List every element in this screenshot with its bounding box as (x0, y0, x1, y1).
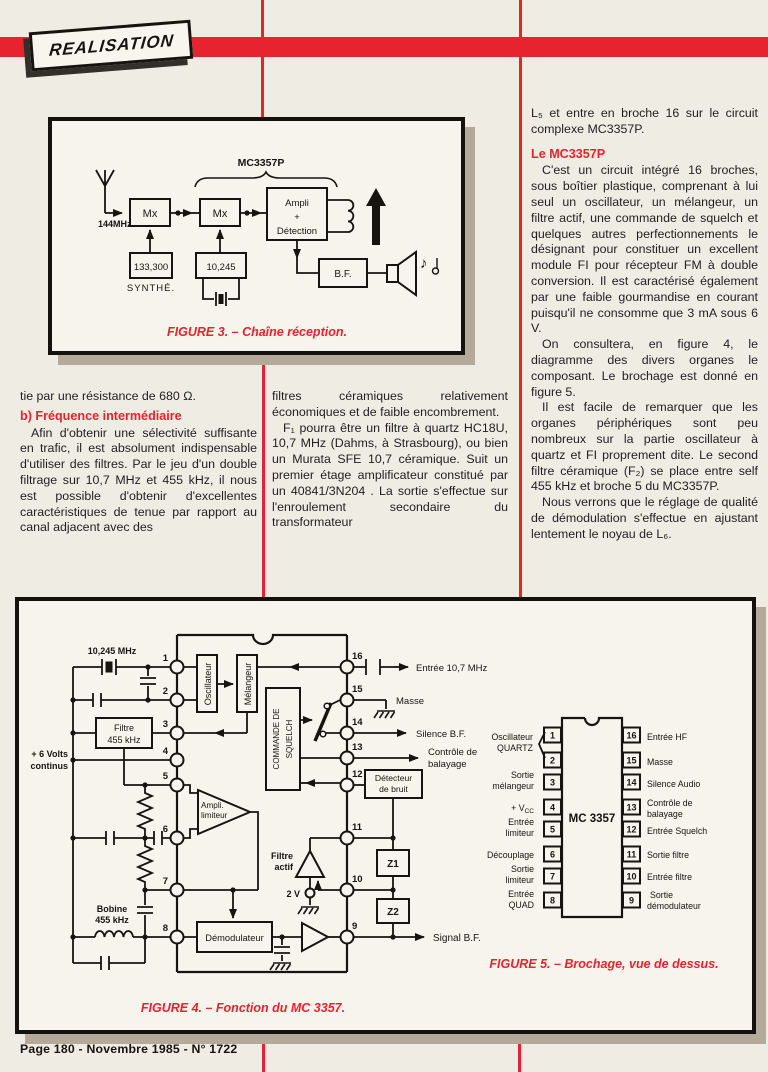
pin-number: 4 (162, 746, 168, 757)
masse-label: Masse (396, 696, 424, 707)
pin-label: QUAD (508, 900, 534, 910)
pin-number: 16 (626, 730, 637, 741)
pin-label: Silence Audio (647, 779, 701, 789)
crystal-label: 10,245 MHz (87, 646, 137, 656)
subheading-mc3357p: Le MC3357P (531, 146, 606, 161)
pin-label: Entrée filtre (647, 872, 692, 882)
column-middle (272, 389, 508, 531)
freq-label: 144MHz (98, 219, 132, 229)
xtal-value: 10,245 (206, 262, 236, 273)
figure3-caption: FIGURE 3. – Chaîne réception. (167, 325, 347, 339)
paragraph: Nous verrons que le réglage de qualité de démodulation s'effectue en ajustant lentement le noyau de L₆. (531, 495, 758, 541)
section-badge-label: REALISATION (47, 30, 175, 60)
pin-label: Découplage (487, 850, 534, 860)
pin-label: limiteur (505, 828, 534, 838)
pin-number: 7 (549, 871, 556, 882)
mixer2-label: Mx (212, 208, 228, 220)
antenna-icon (96, 170, 114, 213)
pin-label: QUARTZ (496, 743, 533, 753)
filtre-actif-icon (296, 851, 324, 877)
bobine-label2: 455 kHz (95, 915, 129, 925)
audio-amp-icon (302, 923, 328, 951)
vcc-main: + V (511, 803, 525, 813)
filtre-actif-label2: actif (274, 862, 293, 872)
detection-label: Détection (276, 226, 318, 237)
2v-terminal (306, 889, 315, 898)
pin-number: 2 (162, 686, 168, 697)
vcc-sub: CC (524, 808, 534, 815)
pin-label: Entrée HF (647, 732, 688, 742)
pin-label: Sortie (511, 770, 534, 780)
2v-label: 2 V (286, 889, 300, 899)
pin-label: Masse (647, 757, 673, 767)
capacitor-icon (140, 667, 156, 700)
ampli-limiteur-label2: limiteur (201, 811, 228, 820)
pin-number: 6 (549, 849, 556, 860)
capacitor-icon (137, 890, 153, 937)
figure4-caption: FIGURE 4. – Fonction du MC 3357. (140, 1001, 346, 1015)
pin-number: 12 (352, 769, 363, 780)
coil-icon (348, 200, 353, 232)
pin-number: 15 (352, 684, 363, 695)
column-separator (518, 1035, 521, 1072)
pin-label: Entrée (508, 817, 534, 827)
paragraph: filtres céramiques relativement économiques et de faible encombrement. (272, 389, 508, 419)
pin-number: 5 (549, 824, 556, 835)
paragraph: L₅ et entre en broche 16 sur le circuit complexe MC3357P. (531, 106, 758, 136)
pin-label: balayage (647, 809, 683, 819)
pin-number: 9 (628, 895, 635, 906)
resistor-icon (138, 838, 152, 890)
pin-label: démodulateur (647, 901, 701, 911)
pin-number: 9 (352, 921, 358, 932)
plus-label: + (294, 212, 300, 223)
capacitor-icon (73, 693, 170, 707)
capacitor-icon (73, 831, 170, 845)
dip-chip-label: MC 3357 (568, 813, 616, 825)
pin-number: 8 (549, 895, 556, 906)
pin-label (511, 803, 534, 815)
pin-label: Oscillateur (491, 732, 533, 742)
pin-label: Sortie (511, 864, 534, 874)
pin-number: 10 (352, 874, 363, 885)
pin-number: 2 (549, 755, 556, 766)
z1-label: Z1 (387, 859, 399, 870)
paragraph: On consultera, en figure 4, le diagramme des divers organes le composant. Le brochage est donné en figure 5. (531, 337, 758, 399)
melangeur-label: Mélangeur (243, 662, 253, 706)
ampli-limiteur-label1: Ampli. (201, 801, 224, 810)
squelch-label2: SQUELCH (285, 719, 294, 759)
signal-bf-label: Signal B.F. (433, 933, 481, 944)
pin-number: 3 (162, 719, 168, 730)
coil-icon (95, 931, 133, 937)
paragraph: tie par une résistance de 680 Ω. (20, 389, 196, 403)
ic-pins (163, 651, 364, 944)
pin-label: mélangeur (492, 781, 534, 791)
pin-number: 1 (162, 653, 168, 664)
speaker-icon (387, 265, 398, 282)
squelch-label1: COMMANDE DE (272, 708, 281, 770)
section-badge (29, 20, 194, 72)
pin-number: 10 (626, 871, 637, 882)
pin-number: 16 (352, 651, 363, 662)
pin-label: Entrée Squelch (647, 826, 708, 836)
oscillateur-label: Oscillateur (203, 662, 213, 706)
chip-label: MC3357P (237, 157, 285, 169)
controle-label2: balayage (428, 759, 467, 770)
pin-number: 11 (626, 849, 637, 860)
subheading-frequence-intermediaire: b) Fréquence intermédiaire (20, 408, 182, 423)
pin-label: Sortie filtre (647, 850, 690, 860)
page-footer: Page 180 - Novembre 1985 - N° 1722 (20, 1042, 238, 1056)
filtre-455-label1: Filtre (114, 723, 134, 733)
pin-number: 13 (352, 742, 363, 753)
bf-label: B.F. (334, 269, 352, 280)
filtre-actif-label1: Filtre (270, 851, 293, 861)
capacitor-icon (274, 937, 290, 961)
resistor-icon (138, 785, 152, 838)
pin-label: Entrée (508, 889, 534, 899)
detecteur-label2: de bruit (379, 784, 408, 794)
pin-number: 12 (626, 824, 637, 835)
silence-bf-label: Silence B.F. (416, 729, 467, 740)
paragraph: Il est facile de remarquer que les organes périphériques sont peu nombreux sur la partie oscillateur à quartz et FI proprement dite. Le second filtre céramique (F₂) se place entre self 455 kHz et broche 5 du MC3357P. (531, 400, 758, 494)
entree-107-label: Entrée 10,7 MHz (416, 663, 488, 674)
pin-number: 14 (626, 777, 637, 788)
bobine-label1: Bobine (96, 904, 128, 914)
crystal-icon (73, 659, 170, 675)
z2-label: Z2 (387, 907, 399, 918)
synth-label: SYNTHÉ. (126, 283, 176, 294)
paragraph: F₁ pourra être un filtre à quartz HC18U, 10,7 MHz (Dahms, à Strasbourg), ou bien un Murata SFE 10,7 céramique. Suit un premier étage amplificateur constitué par un 40841/3N204 . La sortie s'effectue sur l'enroulement secondaire du transformateur (272, 420, 508, 530)
filtre-455-label2: 455 kHz (107, 735, 141, 745)
pin-number: 1 (549, 730, 556, 741)
brace (195, 172, 337, 187)
column-separator (519, 0, 522, 598)
supply-label2: continus (30, 761, 68, 771)
pin-number: 13 (626, 802, 637, 813)
figure5-caption: FIGURE 5. – Brochage, vue de dessus. (489, 957, 719, 971)
figure3-diagram (52, 121, 461, 351)
pin-number: 11 (352, 822, 363, 833)
pin-label: Contrôle de (647, 798, 693, 808)
pin-number: 7 (162, 876, 168, 887)
column-separator (262, 362, 265, 597)
ampli-label: Ampli (285, 198, 309, 209)
pin-label: limiteur (505, 875, 534, 885)
pin-number: 8 (162, 923, 168, 934)
column-separator (262, 1035, 265, 1072)
capacitor-icon (73, 937, 145, 970)
supply-label1: + 6 Volts (31, 749, 68, 759)
figure4-5-diagram (19, 601, 752, 1030)
column-right (531, 106, 758, 543)
pin-number: 5 (162, 771, 168, 782)
figure3-box (48, 117, 465, 355)
mixer1-label: Mx (142, 208, 158, 220)
demodulateur-label: Démodulateur (205, 933, 264, 943)
pin-number: 14 (352, 717, 363, 728)
synth-value: 133,300 (133, 262, 169, 273)
pin-number: 3 (549, 777, 556, 788)
pin-label: Sortie (650, 890, 673, 900)
music-note-icon: ♪ (420, 255, 428, 272)
paragraph: C'est un circuit intégré 16 broches, sous boîtier plastique, comprenant à lui seul un oscillateur, un mélangeur, un filtre actif, une commande de squelch et quelques autres perfectionnements le désignant pour constituer un excellent module FI pour récepteur FM à double conversion. Il est caractérisé également par une faible gourmandise en courant puisqu'il ne consomme que 3 mA sous 6 V. (531, 163, 758, 336)
pin-number: 6 (162, 824, 168, 835)
up-arrow-icon (366, 188, 386, 245)
column-separator (261, 0, 264, 117)
paragraph: Afin d'obtenir une sélectivité suffisante en trafic, il est absolument indispensable d'utiliser des filtres. Par le jeu d'un double filtrage sur 10,7 MHz et 455 kHz, il nous est possible d'obtenir d'excellentes caractéristiques de tenue par rapport au canal adjacent avec des (20, 425, 257, 535)
pin-number: 4 (549, 802, 556, 813)
pin-number: 15 (626, 755, 637, 766)
detecteur-label1: Détecteur (374, 773, 413, 783)
column-left (20, 389, 257, 536)
figure4-5-box (15, 597, 756, 1034)
controle-label1: Contrôle de (428, 747, 478, 758)
